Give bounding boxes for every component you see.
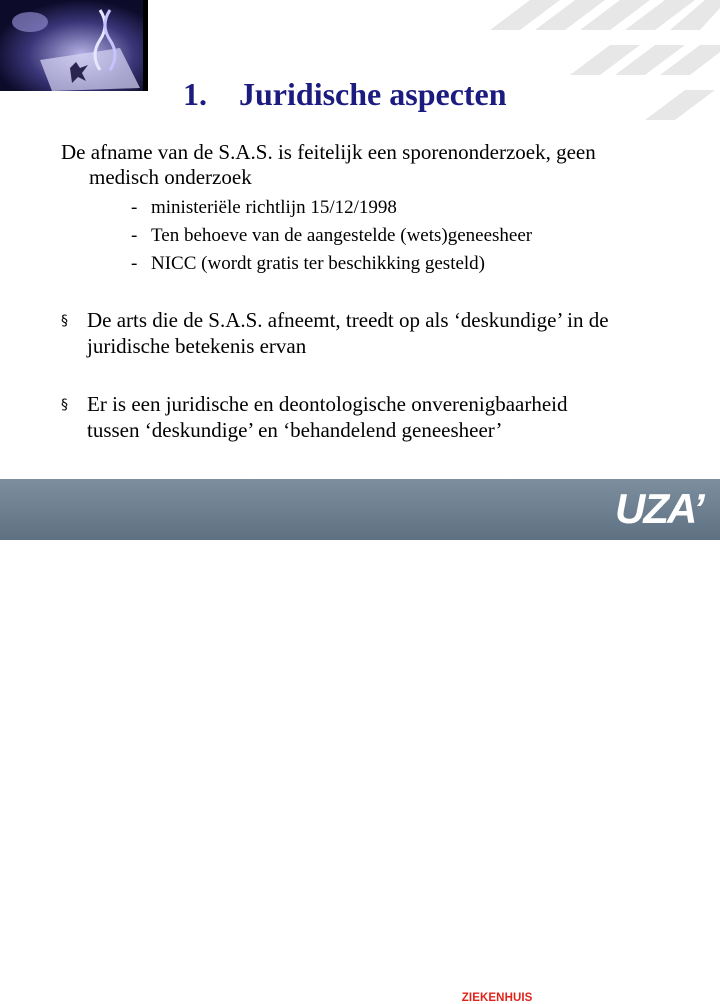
bullet-item: § Er is een juridische en deontologische onverenigbaarheid tussen ‘deskundige’ en ‘behandelend geneesheer’ [61, 392, 568, 442]
slide-title [183, 76, 507, 113]
uza-logo: UZA’ [615, 485, 703, 532]
bullet-mark-icon: § [61, 397, 68, 413]
sub-item: - Ten behoeve van de aangestelde (wets)geneesheer [131, 225, 533, 246]
sub-item: - ministeriële richtlijn 15/12/1998 [131, 197, 397, 218]
title-number: 1. [183, 76, 207, 112]
sub-item: - NICC (wordt gratis ter beschikking gesteld) [131, 253, 486, 274]
title-text: Juridische aspecten [239, 76, 507, 112]
bullet-item: § De arts die de S.A.S. afneemt, treedt op als ‘deskundige’ in de juridische betekenis ervan [61, 308, 609, 358]
sub-list [131, 194, 532, 278]
intro-line-1: De afname van de S.A.S. is feitelijk een sporenonderzoek, geen [61, 140, 596, 164]
bullet-mark-icon: § [61, 313, 68, 329]
header-photo [0, 0, 148, 91]
intro-line-2: medisch onderzoek [89, 165, 252, 189]
intro-paragraph [61, 140, 596, 190]
